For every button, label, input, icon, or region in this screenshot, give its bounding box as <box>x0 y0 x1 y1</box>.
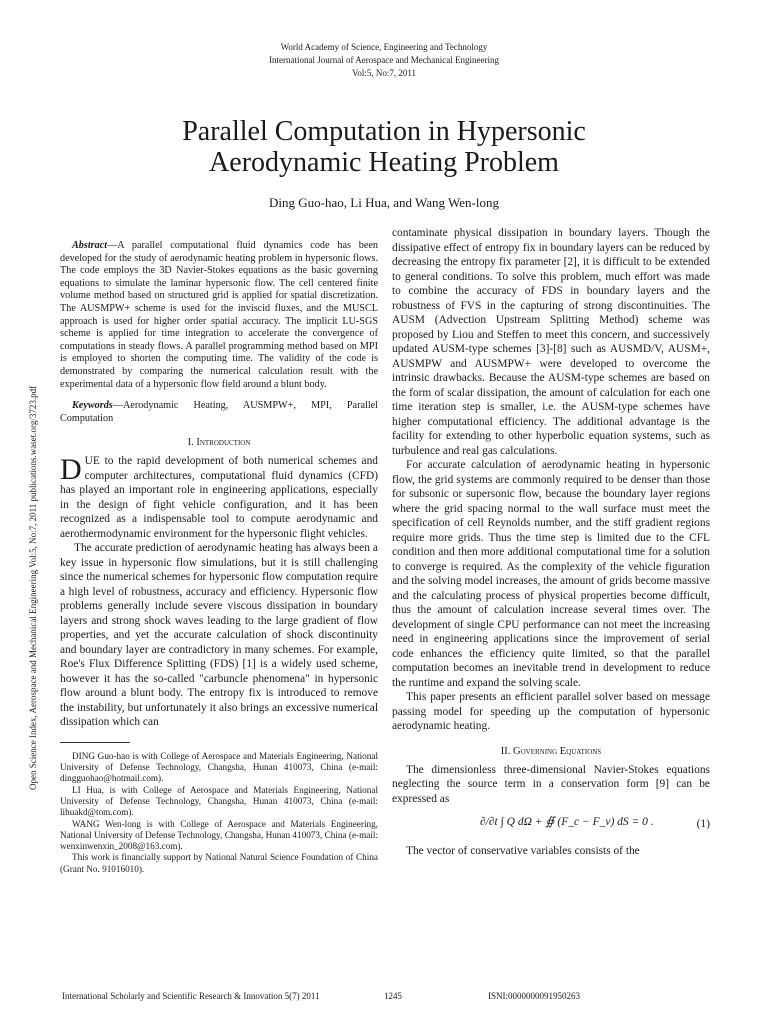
keywords-text: —Aerodynamic Heating, AUSMPW+, MPI, Parallel Computation <box>60 400 378 424</box>
abstract-label: Abstract <box>72 240 108 251</box>
footer-isni: ISNI:0000000091950263 <box>488 991 580 1001</box>
footer-page-number: 1245 <box>384 991 402 1001</box>
right-paragraph-1: contaminate physical dissipation in boundary layers. Though the dissipative effect of entropy fix in boundary layers can be reduced by decreasing the entropy fix parameter [2], it is difficult to be extended to general conditions. To solve this problem, much effort was made to combine the accuracy of FDS in boundary layers and the robustness of FVS in the capturing of strong discontinuities. The AUSM (Advection Upstream Splitting Method) scheme was proposed by Liou and Steffen to meet this concern, and successively updated AUSM-type schemes [3]-[8] such as AUSMD/V, AUSM+, AUSMPW and AUSMPW+ were developed to overcome the intrinsic drawbacks. Because the AUSM-type schemes are based on the form of scalar dissipation, the amount of calculation for each one time iteration step is smaller, i.e. the AUSM-type schemes have higher computational efficiency. The additional advantage is the facility for extending to other hyperbolic equation systems, such as turbulence and real gas calculations. <box>392 227 710 457</box>
right-paragraph-3: This paper presents an efficient parallel solver based on message passing model for speeding up the computation of hypersonic aerodynamic heating. <box>392 691 710 732</box>
abstract <box>60 240 378 391</box>
paper-title <box>0 116 768 178</box>
governing-paragraph-1: The dimensionless three-dimensional Navier-Stokes equations neglecting the source term in a conservation form [9] can be expressed as <box>392 763 710 805</box>
author-list: Ding Guo-hao, Li Hua, and Wang Wen-long <box>269 195 499 210</box>
header-line-1: World Academy of Science, Engineering and Technology <box>280 42 488 52</box>
side-margin-note: Open Science Index, Aerospace and Mechanical Engineering Vol:5, No:7, 2011 publications.waset.org/3723.pdf <box>28 385 38 790</box>
governing-paragraph-2: The vector of conservative variables consists of the <box>406 845 640 857</box>
intro-paragraph-1 <box>60 454 378 541</box>
footnote-author-2: LI Hua, is with College of Aerospace and Materials Engineering, National University of Defense Technology, Changsha, Hunan 410073, China (e-mail: lihuakd@tom.com). <box>60 784 378 818</box>
right-column <box>392 226 710 859</box>
header-line-2: International Journal of Aerospace and Mechanical Engineering <box>269 55 499 65</box>
footnote-author-3: WANG Wen-long is with College of Aerospace and Materials Engineering, National University of Defense Technology, Changsha, Hunan 410073, China (e-mail: wenxinwenxin_2008@163.com). <box>60 818 378 852</box>
right-paragraph-2: For accurate calculation of aerodynamic heating in hypersonic flow, the grid systems are commonly required to be denser than those for subsonic or supersonic flow, because the boundary layer regions where the grid spacing normal to the wall surface must meet the specification of cell Reynolds number, and the stiff gradient regions require more grids. Thus the time step is limited due to the CFL condition and then more additional computational time for a solution to converge is required. As the complexity of the vehicle figuration and the solving model increases, the amount of grids become massive and the calculating process of physical properties become difficult, thus the amount of calculation increase several times over. The development of single CPU performance can not meet the increasing need in engineering applications since the improvement of serial code enhances the efficiency quite limited, so that the parallel computation becomes an inevitable trend in development to reduce the runtime and expand the solving scale. <box>392 459 710 689</box>
section-heading-introduction: I. Introduction <box>187 437 251 449</box>
section-heading-governing-equations: II. Governing Equations <box>500 745 602 757</box>
footer-left: International Scholarly and Scientific Research & Innovation 5(7) 2011 <box>62 991 320 1001</box>
footnote-divider <box>60 742 130 743</box>
equation-1-body: ∂/∂t ∫ Q dΩ + ∯ (F_c − F_v) dS = 0 . <box>480 816 654 828</box>
equation-1 <box>392 808 710 842</box>
abstract-text: —A parallel computational fluid dynamics code has been developed for the study of aerodynamic heating problem in hypersonic flows. The code employs the 3D Navier-Stokes equations as the basic governing equations to simulate the laminar hypersonic flow. The cell centered finite volume method based on structured grid is applied for spatial discretization. The AUSMPW+ scheme is used for the inviscid fluxes, and the MUSCL approach is used for higher order spatial accuracy. The implicit LU-SGS scheme is applied for time integration to accelerate the convergence of computations in steady flows. A parallel programming method based on MPI is employed to shorten the computing time. The validity of the code is demonstrated by comparing the numerical calculation result with the experimental data of a hypersonic flow field around a blunt body. <box>60 240 378 390</box>
footnote-author-1: DING Guo-hao is with College of Aerospace and Materials Engineering, National University of Defense Technology, Changsha, Hunan 410073, China (e-mail: dingguohao@hotmail.com). <box>60 750 378 784</box>
equation-1-number: (1) <box>696 818 710 830</box>
left-column <box>60 240 378 875</box>
keywords-label: Keywords <box>72 400 113 412</box>
title-line-2: Aerodynamic Heating Problem <box>209 147 559 178</box>
journal-header <box>0 41 768 80</box>
title-line-1: Parallel Computation in Hypersonic <box>182 116 586 147</box>
keywords <box>60 400 378 425</box>
header-line-3: Vol:5, No:7, 2011 <box>351 68 416 78</box>
intro-paragraph-1-text: UE to the rapid development of both numerical schemes and computer architectures, computational fluid dynamics (CFD) has played an important role in engineering applications, especially in the design of fight vehicle configuration, and it has been recognized as a indispensable tool to compute aerodynamic and aerothermodynamic environment for the hypersonic flight vehicles. <box>60 455 378 540</box>
drop-cap: D <box>60 453 82 487</box>
footnote-funding: This work is financially support by National Natural Science Foundation of China (Grant No. 91016010). <box>60 852 378 874</box>
intro-paragraph-2: The accurate prediction of aerodynamic heating has always been a key issue in hypersonic flow simulations, but it is still challenging since the numerical schemes for hypersonic flow computation require a high level of robustness, accuracy and efficiency. Hypersonic flow problems generally include severe viscous dissipation in boundary layers and strong shock waves leading to the large gradient of flow properties, and yet the accurate calculation of shock discontinuity and boundary layer are contradictory in many schemes. For example, Roe's Flux Difference Splitting (FDS) [1] is a widely used scheme, however it has the so-called "carbuncle phenomena" in hypersonic flow around a blunt body. The entropy fix is introduced to remove the instability, but unfortunately it also brings an excessive numerical dissipation which can <box>60 542 378 729</box>
